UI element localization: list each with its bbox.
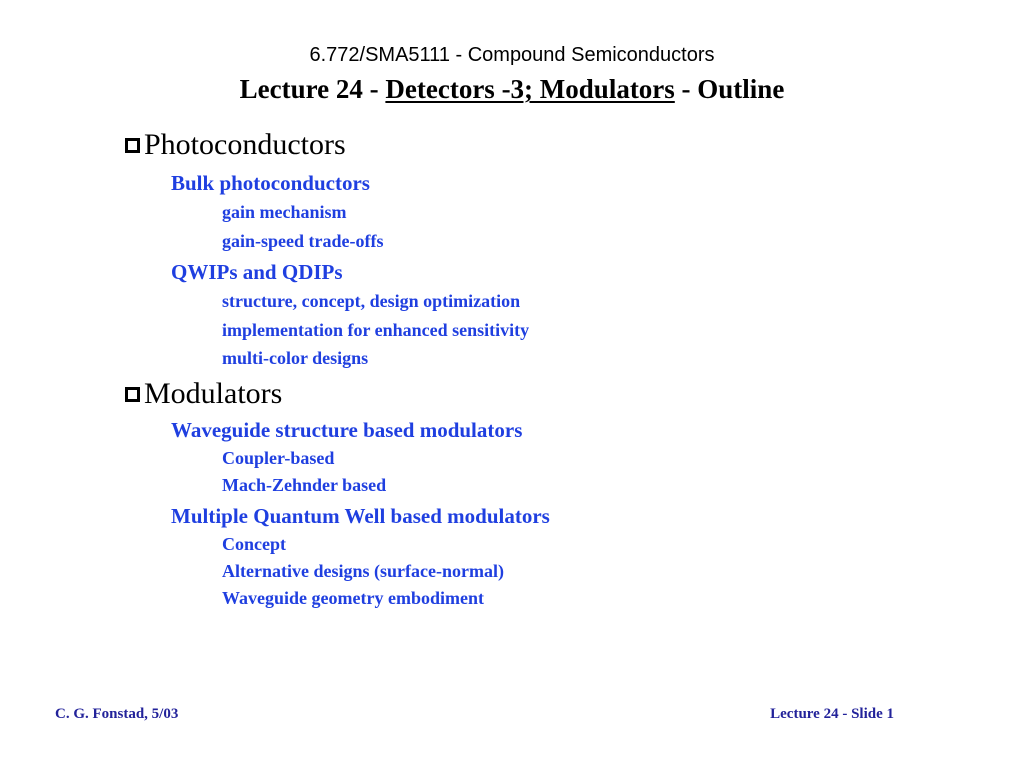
section-photoconductors (125, 128, 346, 162)
title-topics: Detectors -3; Modulators (385, 74, 675, 104)
outline-subitem: Waveguide geometry embodiment (222, 588, 484, 608)
outline-subitem: Coupler-based (222, 448, 335, 468)
square-bullet-icon (125, 138, 140, 153)
title-suffix: - Outline (674, 74, 785, 104)
outline-item-mqw-modulators: Multiple Quantum Well based modulators (171, 504, 550, 528)
square-bullet-icon (125, 387, 140, 402)
outline-subitem: implementation for enhanced sensitivity (222, 320, 530, 340)
outline-subitem: multi-color designs (222, 348, 369, 368)
section-label: Modulators (144, 377, 283, 410)
section-modulators (125, 377, 282, 411)
outline-item-qwips-qdips: QWIPs and QDIPs (171, 260, 343, 284)
footer-slide-number: Lecture 24 - Slide 1 (770, 706, 894, 722)
outline-item-waveguide-modulators: Waveguide structure based modulators (171, 418, 523, 442)
lecture-title (0, 72, 1024, 106)
footer-author-date: C. G. Fonstad, 5/03 (55, 706, 179, 722)
section-label: Photoconductors (144, 128, 346, 161)
outline-item-bulk-photoconductors: Bulk photoconductors (171, 171, 370, 195)
outline-subitem: Mach-Zehnder based (222, 475, 387, 495)
title-prefix: Lecture 24 - (239, 74, 386, 104)
outline-subitem: Alternative designs (surface-normal) (222, 561, 504, 581)
course-subtitle: 6.772/SMA5111 - Compound Semiconductors (309, 44, 715, 66)
outline-subitem: gain mechanism (222, 202, 347, 222)
outline-subitem: gain-speed trade-offs (222, 231, 384, 251)
outline-subitem: Concept (222, 534, 286, 554)
outline-subitem: structure, concept, design optimization (222, 291, 521, 311)
